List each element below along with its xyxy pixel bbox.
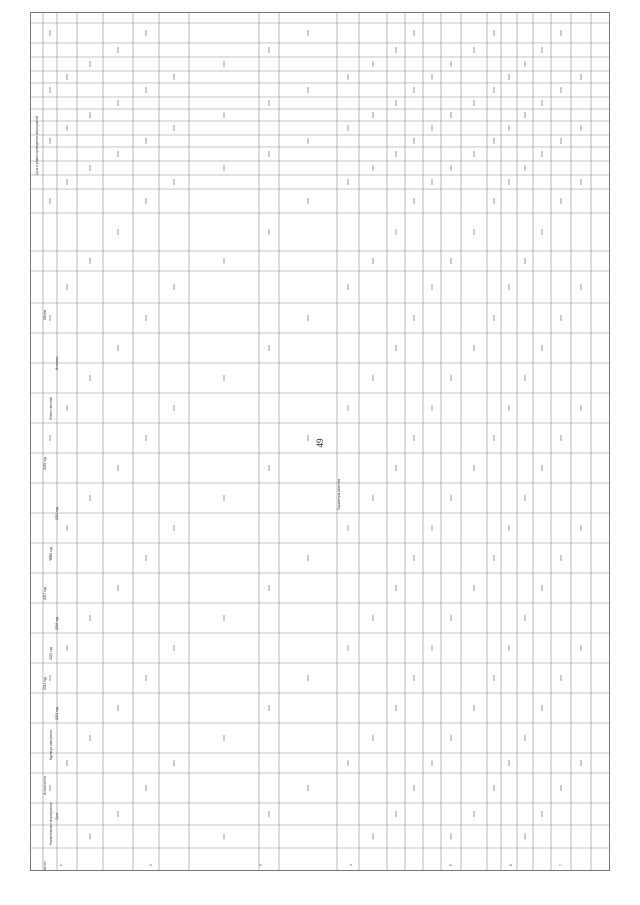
row-label: 1	[59, 864, 63, 866]
table-grid	[31, 13, 609, 870]
column-header: Срок	[55, 812, 59, 820]
row-label: 6	[509, 864, 513, 866]
column-header: Единица измерения	[49, 730, 53, 760]
rotated-table	[30, 12, 610, 871]
column-header: 2026 год	[55, 617, 59, 630]
row-label: 3	[259, 864, 263, 866]
column-header: 2029 год	[55, 507, 59, 520]
column-header: 2023 год	[55, 707, 59, 720]
column-header: 2024 год	[43, 677, 47, 690]
page-number: 49	[315, 438, 325, 448]
column-header: Наименование мероприятия	[49, 802, 53, 845]
header-group-top: Параметры качества	[337, 479, 341, 510]
column-header: Объём	[43, 309, 47, 320]
row-label: 4	[349, 864, 353, 866]
row-label: 2	[149, 864, 153, 866]
column-header: 2025 год	[49, 647, 53, 660]
column-header: 2027 год	[43, 587, 47, 600]
row-label: 5	[449, 864, 453, 866]
header-group-right: Срок и режим проведения мероприятий	[35, 115, 39, 175]
column-header: 2028 год	[49, 547, 53, 560]
column-header: Исполнитель	[43, 775, 47, 795]
column-header: Источник	[55, 356, 59, 370]
column-header: Ответственный	[49, 397, 53, 420]
column-header: 2030 год	[43, 457, 47, 470]
column-header: № п/п	[43, 861, 47, 870]
row-label: 7	[559, 864, 563, 866]
